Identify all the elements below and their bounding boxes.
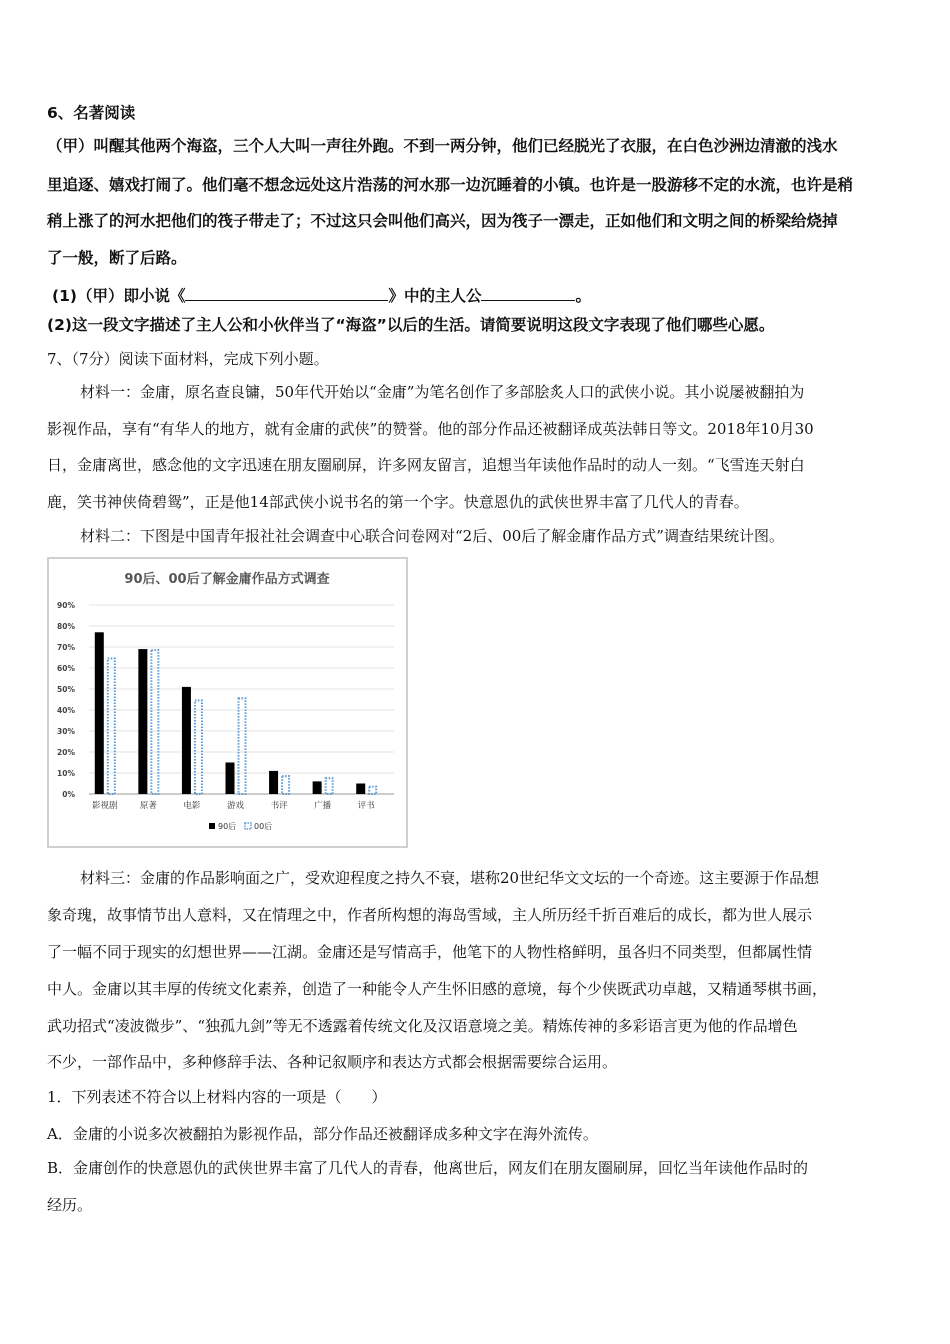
q6-passage-line-1: （甲）叫醒其他两个海盗，三个人大叫一声往外跑。不到一两分钟，他们已经脱光了衣服，在白色沙洲边清澈的浅水 <box>47 137 838 155</box>
q6-passage-line-4: 了一般，断了后路。 <box>47 249 187 267</box>
bar-00s-电影 <box>195 701 202 795</box>
x-tick-label: 影视剧 <box>92 801 118 811</box>
legend-swatch-00s <box>245 823 251 829</box>
q6-heading: 6、名著阅读 <box>47 104 136 122</box>
q6-passage-line-3: 稍上涨了的河水把他们的筏子带走了；不过这只会叫他们高兴，因为筏子一漂走，正如他们和文明之间的桥梁给烧掉 <box>47 212 838 230</box>
survey-chart-svg <box>49 559 406 846</box>
material3-line-2: 象奇瑰，故事情节出人意料，又在情理之中，作者所构想的海岛雪域，主人所历经千折百难后的成长，都为世人展示 <box>47 906 813 924</box>
q6-subquestion-1 <box>52 284 591 306</box>
q6-sub1-blank-name[interactable] <box>481 284 575 301</box>
x-tick-label: 原著 <box>139 801 157 811</box>
y-tick-label: 40% <box>57 706 75 715</box>
material3-line-6: 不少，一部作品中，多种修辞手法、各种记叙顺序和表达方式都会根据需要综合运用。 <box>47 1053 618 1071</box>
q6-sub1-suffix: 。 <box>575 287 591 305</box>
material3-line-1: 材料三：金庸的作品影响面之广，受欢迎程度之持久不衰，堪称20世纪华文文坛的一个奇迹。这主要源于作品想 <box>80 869 820 887</box>
bar-00s-影视剧 <box>108 659 115 795</box>
x-tick-label: 广播 <box>314 801 332 811</box>
bar-90s-电影 <box>182 687 191 794</box>
y-tick-label: 60% <box>57 664 75 673</box>
bar-90s-原著 <box>138 649 147 794</box>
y-tick-label: 70% <box>57 643 75 652</box>
material3-line-4: 中人。金庸以其丰厚的传统文化素养，创造了一种能令人产生怀旧感的意境，每个少侠既武功卓越，又精通琴棋书画， <box>47 980 828 998</box>
q7-heading: 7、（7分）阅读下面材料，完成下列小题。 <box>47 350 329 368</box>
y-tick-label: 10% <box>57 769 75 778</box>
bar-90s-游戏 <box>226 763 235 795</box>
bar-00s-评书 <box>369 787 376 794</box>
legend-label-00s: 00后 <box>254 822 273 831</box>
option-b-line-1[interactable]: B．金庸创作的快意恩仇的武侠世界丰富了几代人的青春，他离世后，网友们在朋友圈刷屏，回忆当年读他作品时的 <box>47 1159 809 1177</box>
x-tick-label: 书评 <box>270 801 288 811</box>
q6-sub1-blank-title[interactable] <box>185 284 388 301</box>
x-tick-label: 评书 <box>357 801 375 811</box>
bar-00s-书评 <box>282 776 289 794</box>
bar-90s-影视剧 <box>95 632 104 794</box>
y-tick-label: 0% <box>62 790 75 799</box>
survey-chart <box>47 557 408 848</box>
y-tick-label: 30% <box>57 727 75 736</box>
q6-passage-line-2: 里追逐、嬉戏打闹了。他们毫不想念远处这片浩荡的河水那一边沉睡着的小镇。也许是一股游移不定的水流，也许是稍 <box>47 176 854 194</box>
bar-90s-广播 <box>313 781 322 794</box>
material1-line-4: 鹿，笑书神侠倚碧鸳”，正是他14部武侠小说书名的第一个字。快意恩仇的武侠世界丰富了几代人的青春。 <box>47 493 749 511</box>
option-a[interactable]: A．金庸的小说多次被翻拍为影视作品，部分作品还被翻译成多种文字在海外流传。 <box>47 1125 598 1143</box>
y-tick-label: 50% <box>57 685 75 694</box>
material2-text: 材料二：下图是中国青年报社社会调查中心联合问卷网对“2后、00后了解金庸作品方式”调查结果统计图。 <box>80 527 784 545</box>
legend-swatch-90s <box>209 823 215 829</box>
bar-00s-原著 <box>151 650 158 794</box>
bar-90s-书评 <box>269 771 278 794</box>
y-tick-label: 20% <box>57 748 75 757</box>
q6-sub1-middle: 》中的主人公 <box>388 287 482 305</box>
material1-line-1: 材料一：金庸，原名查良镛，50年代开始以“金庸”为笔名创作了多部脍炙人口的武侠小说。其小说屡被翻拍为 <box>80 383 805 401</box>
legend-label-90s: 90后 <box>218 822 237 831</box>
chart-title: 90后、00后了解金庸作品方式调查 <box>124 572 330 587</box>
x-tick-label: 电影 <box>183 801 201 811</box>
q6-sub1-prefix: (1)（甲）即小说《 <box>52 287 186 305</box>
material3-line-3: 了一幅不同于现实的幻想世界——江湖。金庸还是写情高手，他笔下的人物性格鲜明，虽各归不同类型，但都属性情 <box>47 943 813 961</box>
question-1: 1．下列表述不符合以上材料内容的一项是（ ） <box>47 1088 387 1106</box>
bar-00s-广播 <box>326 778 333 794</box>
bar-00s-游戏 <box>239 698 246 794</box>
bar-90s-评书 <box>356 784 365 795</box>
y-tick-label: 90% <box>57 601 75 610</box>
material1-line-3: 日，金庸离世，感念他的文字迅速在朋友圈刷屏，许多网友留言，追想当年读他作品时的动人一刻。“飞雪连天射白 <box>47 456 805 474</box>
material3-line-5: 武功招式“凌波微步”、“独孤九剑”等无不透露着传统文化及汉语意境之美。精炼传神的多彩语言更为他的作品增色 <box>47 1017 798 1035</box>
material1-line-2: 影视作品，享有“有华人的地方，就有金庸的武侠”的赞誉。他的部分作品还被翻译成英法韩日等文。2018年10月30 <box>47 420 814 438</box>
q6-subquestion-2: (2)这一段文字描述了主人公和小伙伴当了“海盗”以后的生活。请简要说明这段文字表现了他们哪些心愿。 <box>47 316 775 334</box>
option-b-line-2[interactable]: 经历。 <box>47 1196 93 1214</box>
y-tick-label: 80% <box>57 622 75 631</box>
x-tick-label: 游戏 <box>226 801 245 811</box>
